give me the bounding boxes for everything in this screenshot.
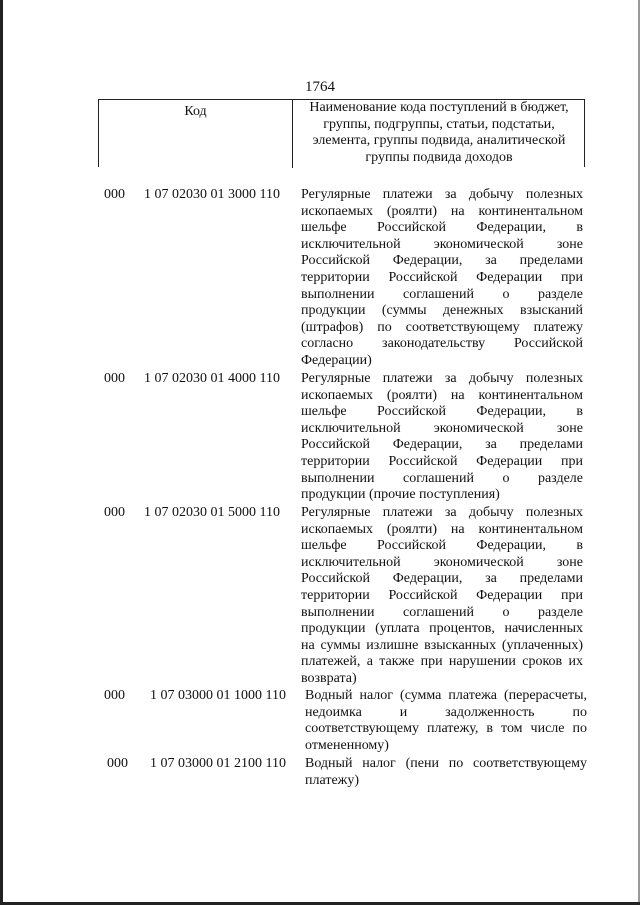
description-line: согласно законодательству Российской [301,336,583,352]
description-line: продукции (прочие поступления) [301,487,500,503]
description-line: Регулярные платежи за добычу полезных [301,187,583,202]
revenue-description [301,505,583,688]
description-line: платежу) [305,772,359,788]
header-name-line: группы, подгруппы, статьи, подстатьи, [323,116,555,132]
description-line: выполнении соглашений о разделе [301,604,583,620]
description-line: платежей, а также при нарушении сроков их [301,654,583,670]
description-line: недоимка и задолженность по [305,704,587,720]
revenue-code: 1 07 03000 01 2100 110 [150,756,286,771]
description-line: Российской Федерации, за пределами [301,437,583,453]
header-code-label: Код [184,104,207,119]
description-line: Федерации) [301,352,372,368]
admin-code: 000 [104,688,125,703]
header-column-divider [292,100,293,168]
description-line: выполнении соглашений о разделе [301,470,583,486]
description-line: Регулярные платежи за добычу полезных [301,371,583,386]
description-line: Водный налог (сумма платежа (перерасчеты, [305,688,587,703]
description-line: территории Российской Федерации при [301,587,583,603]
admin-code: 000 [104,187,125,202]
description-line: продукции (уплата процентов, начисленных [301,621,583,637]
description-line: ископаемых (роялти) на континентальном [301,387,583,403]
description-line: территории Российской Федерации при [301,269,583,285]
description-line: Водный налог (пени по соответствующему [305,756,587,771]
description-line: (штрафов) по соответствующему платежу [301,319,583,335]
revenue-description [301,371,583,504]
page-number: 1764 [305,79,335,95]
description-line: исключительной экономической зоне [301,236,583,252]
header-name-line: группы подвида доходов [365,149,513,165]
header-name-label [295,100,583,166]
description-line: исключительной экономической зоне [301,420,583,436]
scan-edge-left [0,0,3,905]
description-line: соответствующему платежу, в том числе по [305,721,587,737]
description-line: Регулярные платежи за добычу полезных [301,505,583,520]
revenue-code: 1 07 02030 01 5000 110 [144,505,280,520]
description-line: исключительной экономической зоне [301,554,583,570]
description-line: Российской Федерации, за пределами [301,571,583,587]
description-line: ископаемых (роялти) на континентальном [301,521,583,537]
admin-code: 000 [104,505,125,520]
revenue-code: 1 07 03000 01 1000 110 [150,688,286,703]
description-line: территории Российской Федерации при [301,453,583,469]
admin-code: 000 [104,371,125,386]
revenue-code: 1 07 02030 01 3000 110 [144,187,280,202]
description-line: возврата) [301,670,357,686]
description-line: шельфе Российской Федерации, в [301,220,583,236]
description-line: отмененному) [305,737,389,753]
description-line: шельфе Российской Федерации, в [301,404,583,420]
revenue-description [305,756,587,789]
admin-code: 000 [107,756,128,771]
revenue-description [301,187,583,370]
revenue-code: 1 07 02030 01 4000 110 [144,371,280,386]
description-line: на суммы излишне взысканных (уплаченных) [301,637,583,653]
header-name-line: Наименование кода поступлений в бюджет, [309,100,569,115]
revenue-description [305,688,587,754]
description-line: выполнении соглашений о разделе [301,286,583,302]
description-line: ископаемых (роялти) на континентальном [301,203,583,219]
description-line: шельфе Российской Федерации, в [301,538,583,554]
description-line: продукции (суммы денежных взысканий [301,303,583,319]
table-header [98,99,585,167]
header-name-line: элемента, группы подвида, аналитической [312,133,566,149]
description-line: Российской Федерации, за пределами [301,253,583,269]
